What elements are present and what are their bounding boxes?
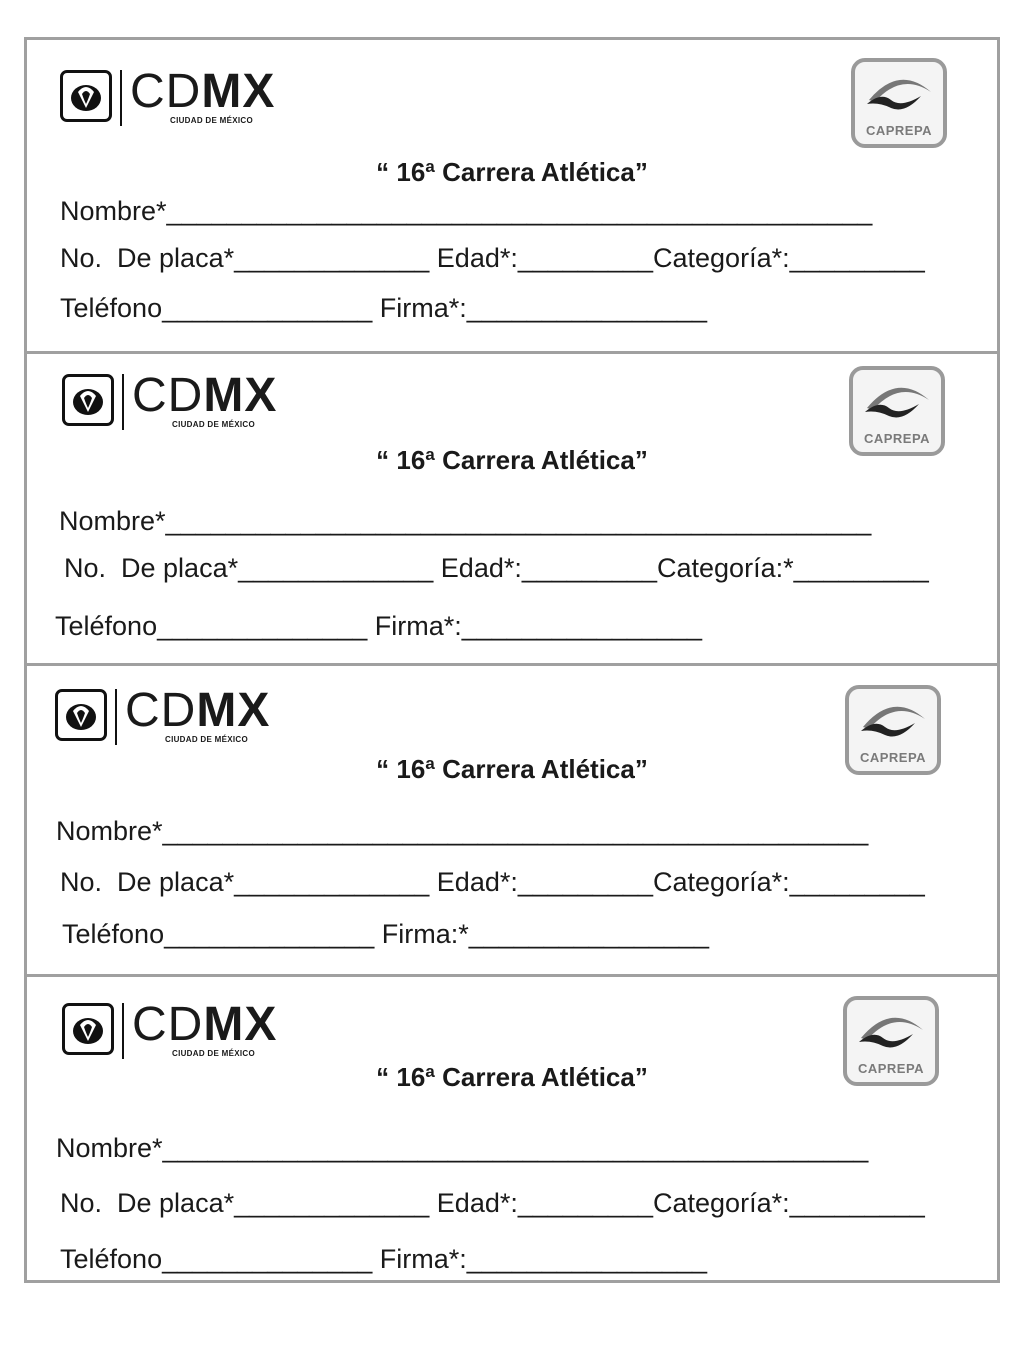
registration-ticket: [27, 974, 997, 1280]
cdmx-subtitle: CIUDAD DE MÉXICO: [172, 420, 256, 429]
cdmx-subtitle: CIUDAD DE MÉXICO: [165, 735, 249, 744]
telefono-firma-field[interactable]: Teléfono______________ Firma*:________________: [55, 611, 703, 641]
caprepa-swoosh-icon: [859, 374, 935, 424]
ticket-title: “ 16ª Carrera Atlética”: [376, 445, 648, 475]
telefono-firma-field[interactable]: Teléfono______________ Firma:*________________: [62, 919, 710, 949]
caprepa-label: CAPREPA: [859, 750, 927, 765]
cdmx-logo: [62, 369, 278, 430]
cdmx-shield-icon: [60, 70, 112, 122]
cdmx-word-mx: MX: [196, 684, 271, 737]
logo-divider: [115, 689, 117, 745]
registration-ticket: [27, 351, 997, 663]
caprepa-label: CAPREPA: [865, 123, 933, 138]
nombre-field[interactable]: Nombre*_______________________________________________: [56, 816, 869, 846]
logo-divider: [120, 70, 122, 126]
logo-divider: [122, 1003, 124, 1059]
logo-divider: [122, 374, 124, 430]
cdmx-word-cd: CD: [125, 684, 197, 737]
registration-sheet: [24, 37, 1000, 1283]
placa-edad-categoria-field[interactable]: No. De placa*_____________ Edad*:_________Categoría*:_________: [60, 1188, 925, 1218]
cdmx-word-mx: MX: [203, 369, 278, 422]
cdmx-shield-icon: [62, 374, 114, 426]
placa-edad-categoria-field[interactable]: No. De placa*_____________ Edad*:_________Categoría:*_________: [64, 553, 929, 583]
cdmx-logo: [62, 998, 278, 1059]
cdmx-logo: [55, 684, 271, 745]
cdmx-word-cd: CD: [130, 65, 202, 118]
nombre-field[interactable]: Nombre*_______________________________________________: [59, 506, 872, 536]
cdmx-subtitle: CIUDAD DE MÉXICO: [170, 116, 254, 125]
cdmx-word-mx: MX: [201, 65, 276, 118]
cdmx-shield-icon: [62, 1003, 114, 1055]
registration-ticket: [27, 663, 997, 974]
registration-ticket: [27, 40, 997, 351]
caprepa-label: CAPREPA: [863, 431, 931, 446]
telefono-firma-field[interactable]: Teléfono______________ Firma*:________________: [60, 293, 708, 323]
cdmx-word-cd: CD: [132, 369, 204, 422]
ticket-title: “ 16ª Carrera Atlética”: [376, 1062, 648, 1092]
cdmx-word-mx: MX: [203, 998, 278, 1051]
nombre-field[interactable]: Nombre*_______________________________________________: [60, 196, 873, 226]
ticket-title: “ 16ª Carrera Atlética”: [376, 754, 648, 784]
caprepa-swoosh-icon: [853, 1004, 929, 1054]
cdmx-logo: [60, 65, 276, 126]
cdmx-shield-icon: [55, 689, 107, 741]
cdmx-word-cd: CD: [132, 998, 204, 1051]
caprepa-swoosh-icon: [861, 66, 937, 116]
placa-edad-categoria-field[interactable]: No. De placa*_____________ Edad*:_________Categoría*:_________: [60, 867, 925, 897]
cdmx-subtitle: CIUDAD DE MÉXICO: [172, 1049, 256, 1058]
caprepa-logo: [851, 58, 947, 148]
telefono-firma-field[interactable]: Teléfono______________ Firma*:________________: [60, 1244, 708, 1274]
caprepa-swoosh-icon: [855, 693, 931, 743]
ticket-title: “ 16ª Carrera Atlética”: [376, 157, 648, 187]
placa-edad-categoria-field[interactable]: No. De placa*_____________ Edad*:_________Categoría*:_________: [60, 243, 925, 273]
nombre-field[interactable]: Nombre*_______________________________________________: [56, 1133, 869, 1163]
caprepa-label: CAPREPA: [857, 1061, 925, 1076]
caprepa-logo: [849, 366, 945, 456]
